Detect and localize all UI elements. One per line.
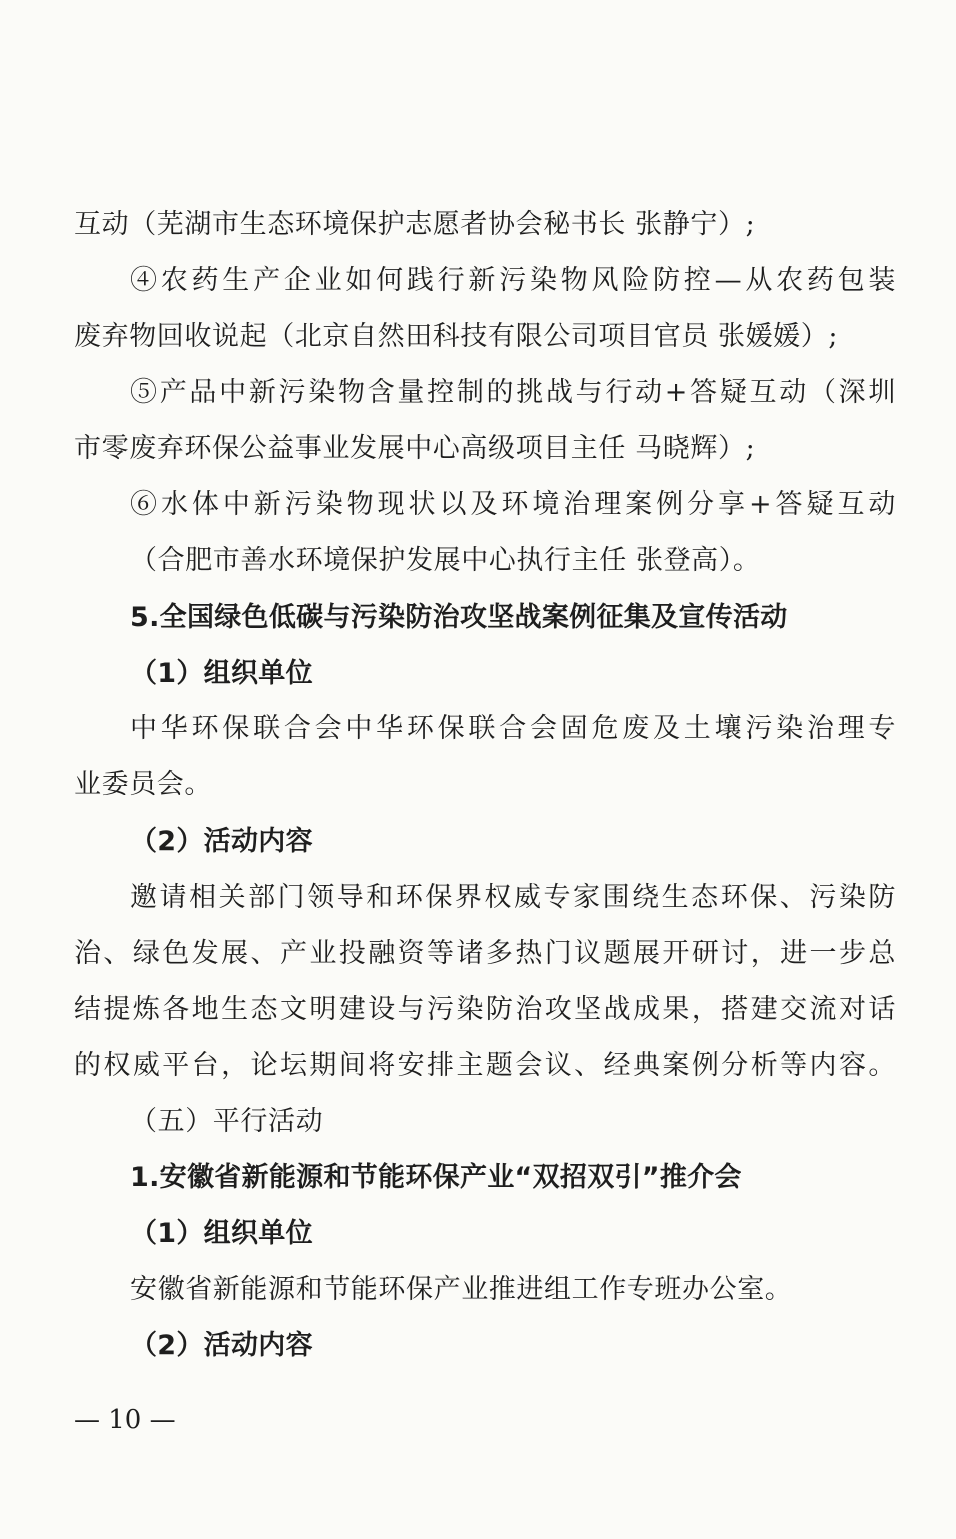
subsection-heading: （1）组织单位 — [130, 658, 313, 689]
subsection-heading: （2）活动内容 — [130, 826, 313, 857]
section-heading: 5.全国绿色低碳与污染防治攻坚战案例征集及宣传活动 — [130, 602, 788, 633]
paragraph-line: 的权威平台，论坛期间将安排主题会议、经典案例分析等内容。 — [74, 1050, 896, 1081]
paragraph-line: 结提炼各地生态文明建设与污染防治攻坚战成果，搭建交流对话 — [74, 994, 896, 1025]
paragraph-line: 安徽省新能源和节能环保产业推进组工作专班办公室。 — [130, 1274, 793, 1305]
paragraph-line: 邀请相关部门领导和环保界权威专家围绕生态环保、污染防 — [130, 882, 896, 913]
subsection-heading: （1）组织单位 — [130, 1218, 313, 1249]
section-heading: （五）平行活动 — [130, 1106, 324, 1137]
paragraph-line: （合肥市善水环境保护发展中心执行主任 张登高）。 — [130, 545, 761, 576]
subsection-heading: （2）活动内容 — [130, 1330, 313, 1361]
paragraph-line: 废弃物回收说起（北京自然田科技有限公司项目官员 张媛媛）; — [74, 321, 839, 352]
paragraph-line: 市零废弃环保公益事业发展中心高级项目主任 马晓辉）; — [74, 433, 756, 464]
list-item-5: ⑤产品中新污染物含量控制的挑战与行动+答疑互动（深圳 — [130, 377, 896, 408]
page-number: — 10 — — [74, 1405, 176, 1435]
section-heading: 1.安徽省新能源和节能环保产业“双招双引”推介会 — [130, 1162, 742, 1193]
paragraph-line: 治、绿色发展、产业投融资等诸多热门议题展开研讨，进一步总 — [74, 938, 896, 969]
list-item-6: ⑥水体中新污染物现状以及环境治理案例分享+答疑互动 — [130, 489, 896, 520]
paragraph-line: 互动（芜湖市生态环境保护志愿者协会秘书长 张静宁）; — [74, 209, 756, 240]
paragraph-line: 中华环保联合会中华环保联合会固危废及土壤污染治理专 — [130, 713, 896, 744]
paragraph-line: 业委员会。 — [74, 769, 212, 800]
list-item-4: ④农药生产企业如何践行新污染物风险防控—从农药包装 — [130, 265, 896, 296]
